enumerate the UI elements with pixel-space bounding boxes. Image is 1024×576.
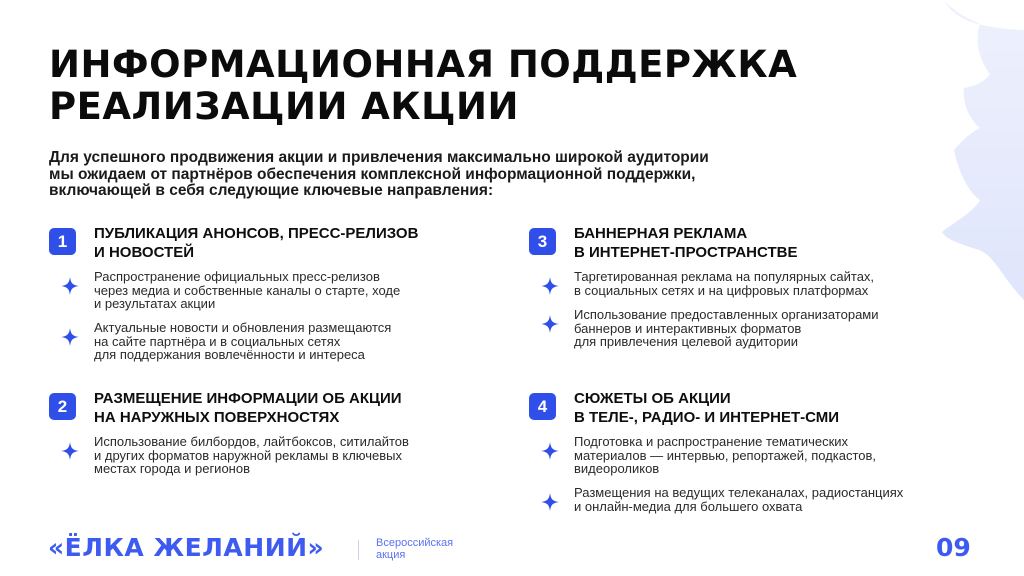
section-title [94,224,494,262]
footer-brand: «ЁЛКА ЖЕЛАНИЙ» [48,533,325,562]
four-point-star-icon [541,315,559,333]
item-line: в социальных сетях и на цифровых платформах [574,282,869,298]
item-line: для привлечения целевой аудитории [574,334,799,349]
item-line: Подготовка и распространение тематических [574,434,849,449]
section-title-line: В ИНТЕРНЕТ-ПРОСТРАНСТВЕ [574,244,798,261]
intro-paragraph [49,150,869,200]
item-line: местах города и регионов [94,461,250,476]
item-line: видеороликов [574,461,660,476]
item-line: и других форматов наружной рекламы в ключевых [94,447,403,463]
item-line: Использование предоставленных организаторами [574,307,879,322]
item-line: материалов — интервью, репортажей, подкастов, [574,447,877,463]
title-line-1: ИНФОРМАЦИОННАЯ ПОДДЕРЖКА [49,43,798,86]
page-title [49,44,797,128]
four-point-star-icon [61,442,79,460]
four-point-star-icon [61,328,79,346]
section-title-line: И НОВОСТЕЙ [94,244,194,261]
item-line: Размещения на ведущих телеканалах, радиостанциях [574,485,904,500]
list-item [574,486,974,513]
section-title-line: В ТЕЛЕ-, РАДИО- И ИНТЕРНЕТ-СМИ [574,409,840,426]
intro-line-1: Для успешного продвижения акции и привлечения максимально широкой аудитории [49,149,709,166]
title-line-2: РЕАЛИЗАЦИИ АКЦИИ [49,85,519,128]
footer-subtitle [376,537,453,561]
item-line: баннеров и интерактивных форматов [574,320,802,336]
section-title [94,389,494,427]
item-line: Использование билбордов, лайтбоксов, ситилайтов [94,434,409,449]
section-title [574,224,974,262]
section-number-badge: 4 [529,393,556,420]
four-point-star-icon [541,442,559,460]
four-point-star-icon [61,277,79,295]
list-item [574,308,974,349]
section-number-badge: 3 [529,228,556,255]
item-line: Распространение официальных пресс-релизов [94,269,380,284]
section-title-line: РАЗМЕЩЕНИЕ ИНФОРМАЦИИ ОБ АКЦИИ [94,390,402,407]
item-line: для поддержания вовлечённости и интереса [94,347,365,362]
item-line: на сайте партнёра и в социальных сетях [94,333,341,349]
section-title-line: ПУБЛИКАЦИЯ АНОНСОВ, ПРЕСС-РЕЛИЗОВ [94,225,419,242]
list-item [94,435,494,476]
list-item [94,321,494,362]
section-title-line: НА НАРУЖНЫХ ПОВЕРХНОСТЯХ [94,409,340,426]
section-title [574,389,974,427]
item-line: через медиа и собственные каналы о старте, ходе [94,282,401,298]
item-line: Актуальные новости и обновления размещаются [94,320,392,335]
footer-divider [358,540,359,560]
four-point-star-icon [541,277,559,295]
section-number-badge: 1 [49,228,76,255]
footer-subtitle-line: Всероссийская [376,537,454,549]
intro-line-2: мы ожидаем от партнёров обеспечения комплексной информационной поддержки, [49,165,696,183]
section-title-line: СЮЖЕТЫ ОБ АКЦИИ [574,390,731,407]
footer-subtitle-line: акция [376,549,406,561]
list-item [574,435,974,476]
item-line: Таргетированная реклама на популярных сайтах, [574,269,875,284]
intro-line-3: включающей в себя следующие ключевые направления: [49,182,494,199]
item-line: и результатах акции [94,296,216,311]
list-item [574,270,974,297]
item-line: и онлайн-медиа для большего охвата [574,498,803,514]
page-number: 09 [936,533,971,562]
section-title-line: БАННЕРНАЯ РЕКЛАМА [574,225,748,242]
section-number-badge: 2 [49,393,76,420]
list-item [94,270,494,311]
four-point-star-icon [541,493,559,511]
